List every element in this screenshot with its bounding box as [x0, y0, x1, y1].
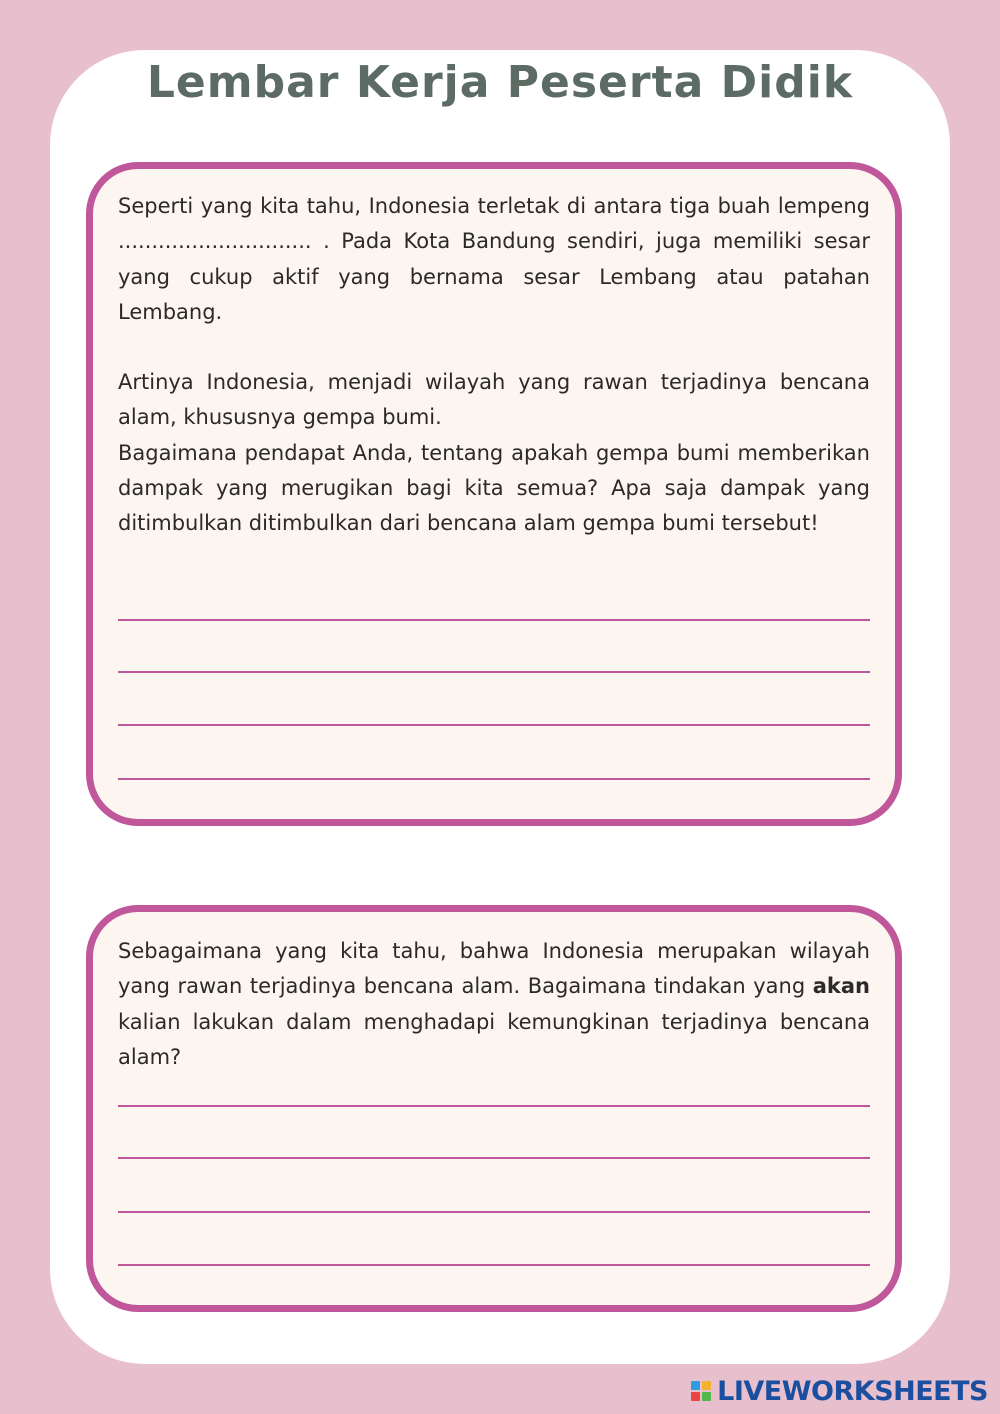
question-2-text [118, 934, 870, 1075]
liveworksheets-logo-icon [691, 1381, 711, 1401]
question-card-2 [86, 905, 902, 1312]
paragraph-spacer [118, 330, 870, 365]
question-1-paragraph-2: Artinya Indonesia, menjadi wilayah yang rawan terjadinya bencana alam, khususnya gempa bumi. [118, 370, 870, 430]
paragraph-1-end: . Pada Kota Bandung sendiri, juga memiliki sesar yang cukup aktif yang bernama sesar Lembang atau patahan Lembang. [118, 229, 870, 324]
question-2-paragraph [118, 934, 870, 1075]
answer-line-6[interactable] [118, 1157, 870, 1159]
fill-in-blank[interactable]: ............................. [118, 229, 312, 254]
answer-line-3[interactable] [118, 724, 870, 726]
question-1-paragraph-3: Bagaimana pendapat Anda, tentang apakah gempa bumi memberikan dampak yang merugikan bagi kita semua? Apa saja dampak yang ditimbulkan ditimbulkan dari bencana alam gempa bumi tersebut! [118, 440, 870, 536]
question-1-text [118, 189, 870, 542]
page-title: Lembar Kerja Peserta Didik [146, 57, 854, 108]
emphasis-word: akan [812, 974, 870, 999]
question-2-end: kalian lakukan dalam menghadapi kemungkinan terjadinya bencana alam? [118, 1009, 870, 1069]
question-card-1 [86, 162, 902, 826]
liveworksheets-watermark [691, 1376, 988, 1406]
answer-line-7[interactable] [118, 1211, 870, 1213]
question-2-start: Sebagaimana yang kita tahu, bahwa Indonesia merupakan wilayah yang rawan terjadinya bencana alam. Bagaimana tindakan yang [118, 939, 870, 999]
brand-name: LIVEWORKSHEETS [717, 1375, 988, 1407]
answer-line-5[interactable] [118, 1105, 870, 1107]
answer-line-2[interactable] [118, 671, 870, 673]
paragraph-1-start: Seperti yang kita tahu, Indonesia terletak di antara tiga buah lempeng [118, 194, 870, 218]
answer-line-1[interactable] [118, 619, 870, 621]
question-1-paragraph-1 [118, 189, 870, 330]
answer-line-4[interactable] [118, 778, 870, 780]
answer-line-8[interactable] [118, 1264, 870, 1266]
